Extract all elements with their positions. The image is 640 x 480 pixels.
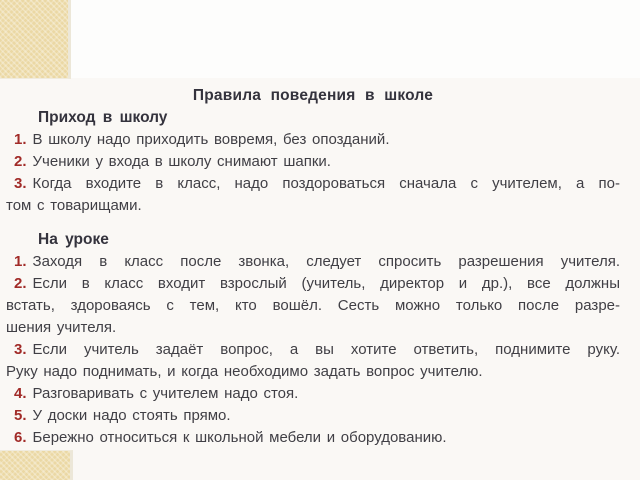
- rule-line: Руку надо поднимать, и когда необходимо задать вопрос учителю.: [6, 363, 483, 380]
- rules-list-lesson: [6, 251, 620, 449]
- rules-list-arrival: [6, 129, 620, 217]
- rule-line: 2. Ученики у входа в школу снимают шапки.: [14, 153, 331, 170]
- section-heading-arrival: Приход в школу: [38, 109, 168, 126]
- rule-number: 5.: [14, 407, 27, 424]
- section-heading-lesson: На уроке: [38, 231, 109, 248]
- rule-line: 4. Разговаривать с учителем надо стоя.: [14, 385, 299, 402]
- decor-corner-bottom-left: [0, 450, 73, 480]
- rule-line: встать, здороваясь с тем, кто вошёл. Сесть можно только после разре-: [6, 297, 620, 314]
- rule-number: 6.: [14, 429, 27, 446]
- rule-number: 3.: [14, 175, 27, 192]
- rule-number: 2.: [14, 275, 27, 292]
- rule-line: 1. В школу надо приходить вовремя, без опозданий.: [14, 131, 390, 148]
- rule-line: шения учителя.: [6, 319, 117, 336]
- rule-number: 2.: [14, 153, 27, 170]
- decor-corner-top-left: [0, 0, 71, 79]
- page-title: Правила поведения в школе: [192, 87, 434, 104]
- rule-number: 1.: [14, 131, 27, 148]
- section-arrival-at-school: [6, 107, 620, 217]
- textbook-page: [0, 78, 640, 480]
- rule-line: 5. У доски надо стоять прямо.: [14, 407, 231, 424]
- rule-line: 1. Заходя в класс после звонка, следует спросить разрешения учителя.: [14, 253, 620, 270]
- rule-number: 1.: [14, 253, 27, 270]
- section-during-lesson: [6, 229, 620, 449]
- rule-line: 3. Если учитель задаёт вопрос, а вы хотите ответить, поднимите руку.: [14, 341, 620, 358]
- rule-line: 3. Когда входите в класс, надо поздороваться сначала с учителем, а по-: [14, 175, 620, 192]
- rule-line: 2. Если в класс входит взрослый (учитель, директор и др.), все должны: [14, 275, 620, 292]
- rule-line: том с товарищами.: [6, 197, 142, 214]
- rule-line: 6. Бережно относиться к школьной мебели и оборудованию.: [14, 429, 447, 446]
- rule-number: 4.: [14, 385, 27, 402]
- rule-number: 3.: [14, 341, 27, 358]
